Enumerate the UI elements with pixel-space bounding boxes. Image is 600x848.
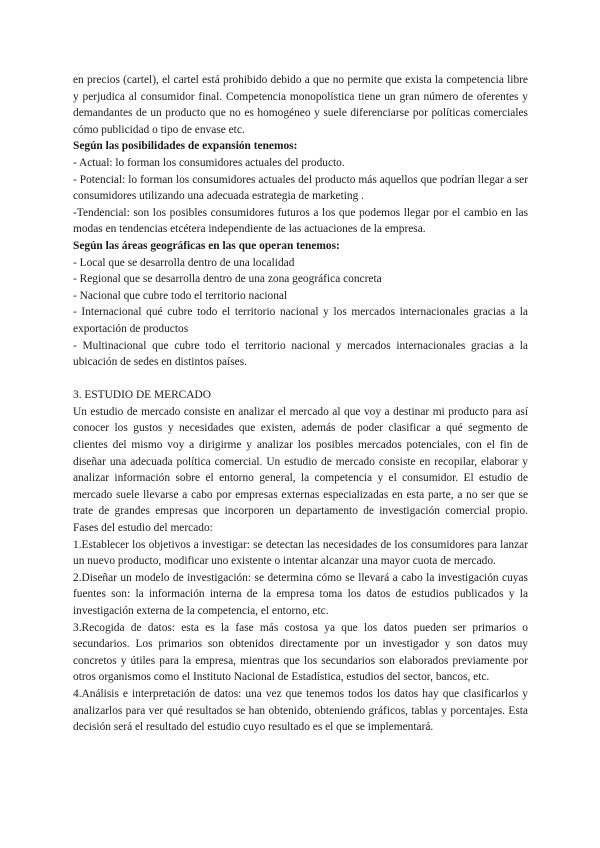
intro-paragraph: en precios (cartel), el cartel está prohibido debido a que no permite que exista la competencia libre y perjudica al consumidor final. Competencia monopolística tiene un gran número de oferentes y demandantes de un producto que no es homogéneo y suele diferenciarse por políticas comerciales cómo publicidad o tipo de envase etc. [73, 74, 528, 136]
market-study-heading: 3. ESTUDIO DE MERCADO [73, 389, 211, 402]
document-page [73, 72, 528, 736]
geographic-item-multinacional: - Multinacional que cubre todo el territorio nacional y mercados internacionales gracias a la ubicación de sedes en distintos países. [73, 339, 528, 369]
expansion-item-potencial: - Potencial: lo forman los consumidores actuales del producto más aquellos que podrían llegar a ser consumidores utilizando una adecuada estrategia de marketing . [73, 173, 528, 203]
section-spacer [73, 371, 528, 388]
geographic-item-nacional: - Nacional que cubre todo el territorio nacional [73, 289, 288, 302]
market-study-phase-3: 3.Recogida de datos: esta es la fase más costosa ya que los datos pueden ser primarios o secundarios. Los primarios son obtenidos directamente por un investigador y son datos muy concretos y útiles para la empresa, mientras que los secundarios son elaborados previamente por otros organismos como el Instituto Nacional de Estadística, estudios del sector, bancos, etc. [73, 621, 528, 684]
expansion-heading: Según las posibilidades de expansión tenemos: [73, 140, 298, 153]
expansion-item-actual: - Actual: lo forman los consumidores actuales del producto. [73, 156, 345, 169]
expansion-item-tendencial: -Tendencial: son los posibles consumidores futuros a los que podemos llegar por el cambio en las modas en tendencias etcétera independiente de las actuaciones de la empresa. [73, 206, 528, 236]
market-study-phase-2: 2.Diseñar un modelo de investigación: se determina cómo se llevará a cabo la investigación cuyas fuentes son: la información interna de la empresa toma los datos de estudios publicados y la investigación externa de la competencia, el entorno, etc. [73, 571, 528, 617]
market-study-intro: Un estudio de mercado consiste en analizar el mercado al que voy a destinar mi producto para así conocer los gustos y necesidades que existen, además de poder clasificar a qué segmento de clientes del mismo voy a dirigirme y analizar los posibles mercados potenciales, con el fin de diseñar una adecuada política comercial. Un estudio de mercado consiste en recopilar, elaborar y analizar información sobre el entorno general, la competencia y el consumidor. El estudio de mercado suele llevarse a cabo por empresas externas especializadas en esta parte, a no ser que se trate de grandes empresas que incorporen un departamento de investigación comercial propio. Fases del estudio del mercado: [73, 405, 528, 535]
geographic-item-regional: - Regional que se desarrolla dentro de una zona geográfica concreta [73, 273, 382, 286]
geographic-item-local: - Local que se desarrolla dentro de una localidad [73, 256, 295, 269]
market-study-phase-1: 1.Establecer los objetivos a investigar: se detectan las necesidades de los consumidores para lanzar un nuevo producto, modificar uno existente o intentar alcanzar una mayor cuota de mercado. [73, 538, 528, 568]
market-study-phase-4: 4.Análisis e interpretación de datos: una vez que tenemos todos los datos hay que clasificarlos y analizarlos para ver qué resultados se han obtenido, obteniendo gráficos, tablas y porcentajes. Esta decisión será el resultado del estudio cuyo resultado es el que se implementará. [73, 687, 528, 734]
geographic-item-internacional: - Internacional qué cubre todo el territorio nacional y los mercados internacionales gracias a la exportación de productos [73, 306, 528, 335]
geographic-heading: Según las áreas geográficas en las que operan tenemos: [73, 239, 340, 252]
